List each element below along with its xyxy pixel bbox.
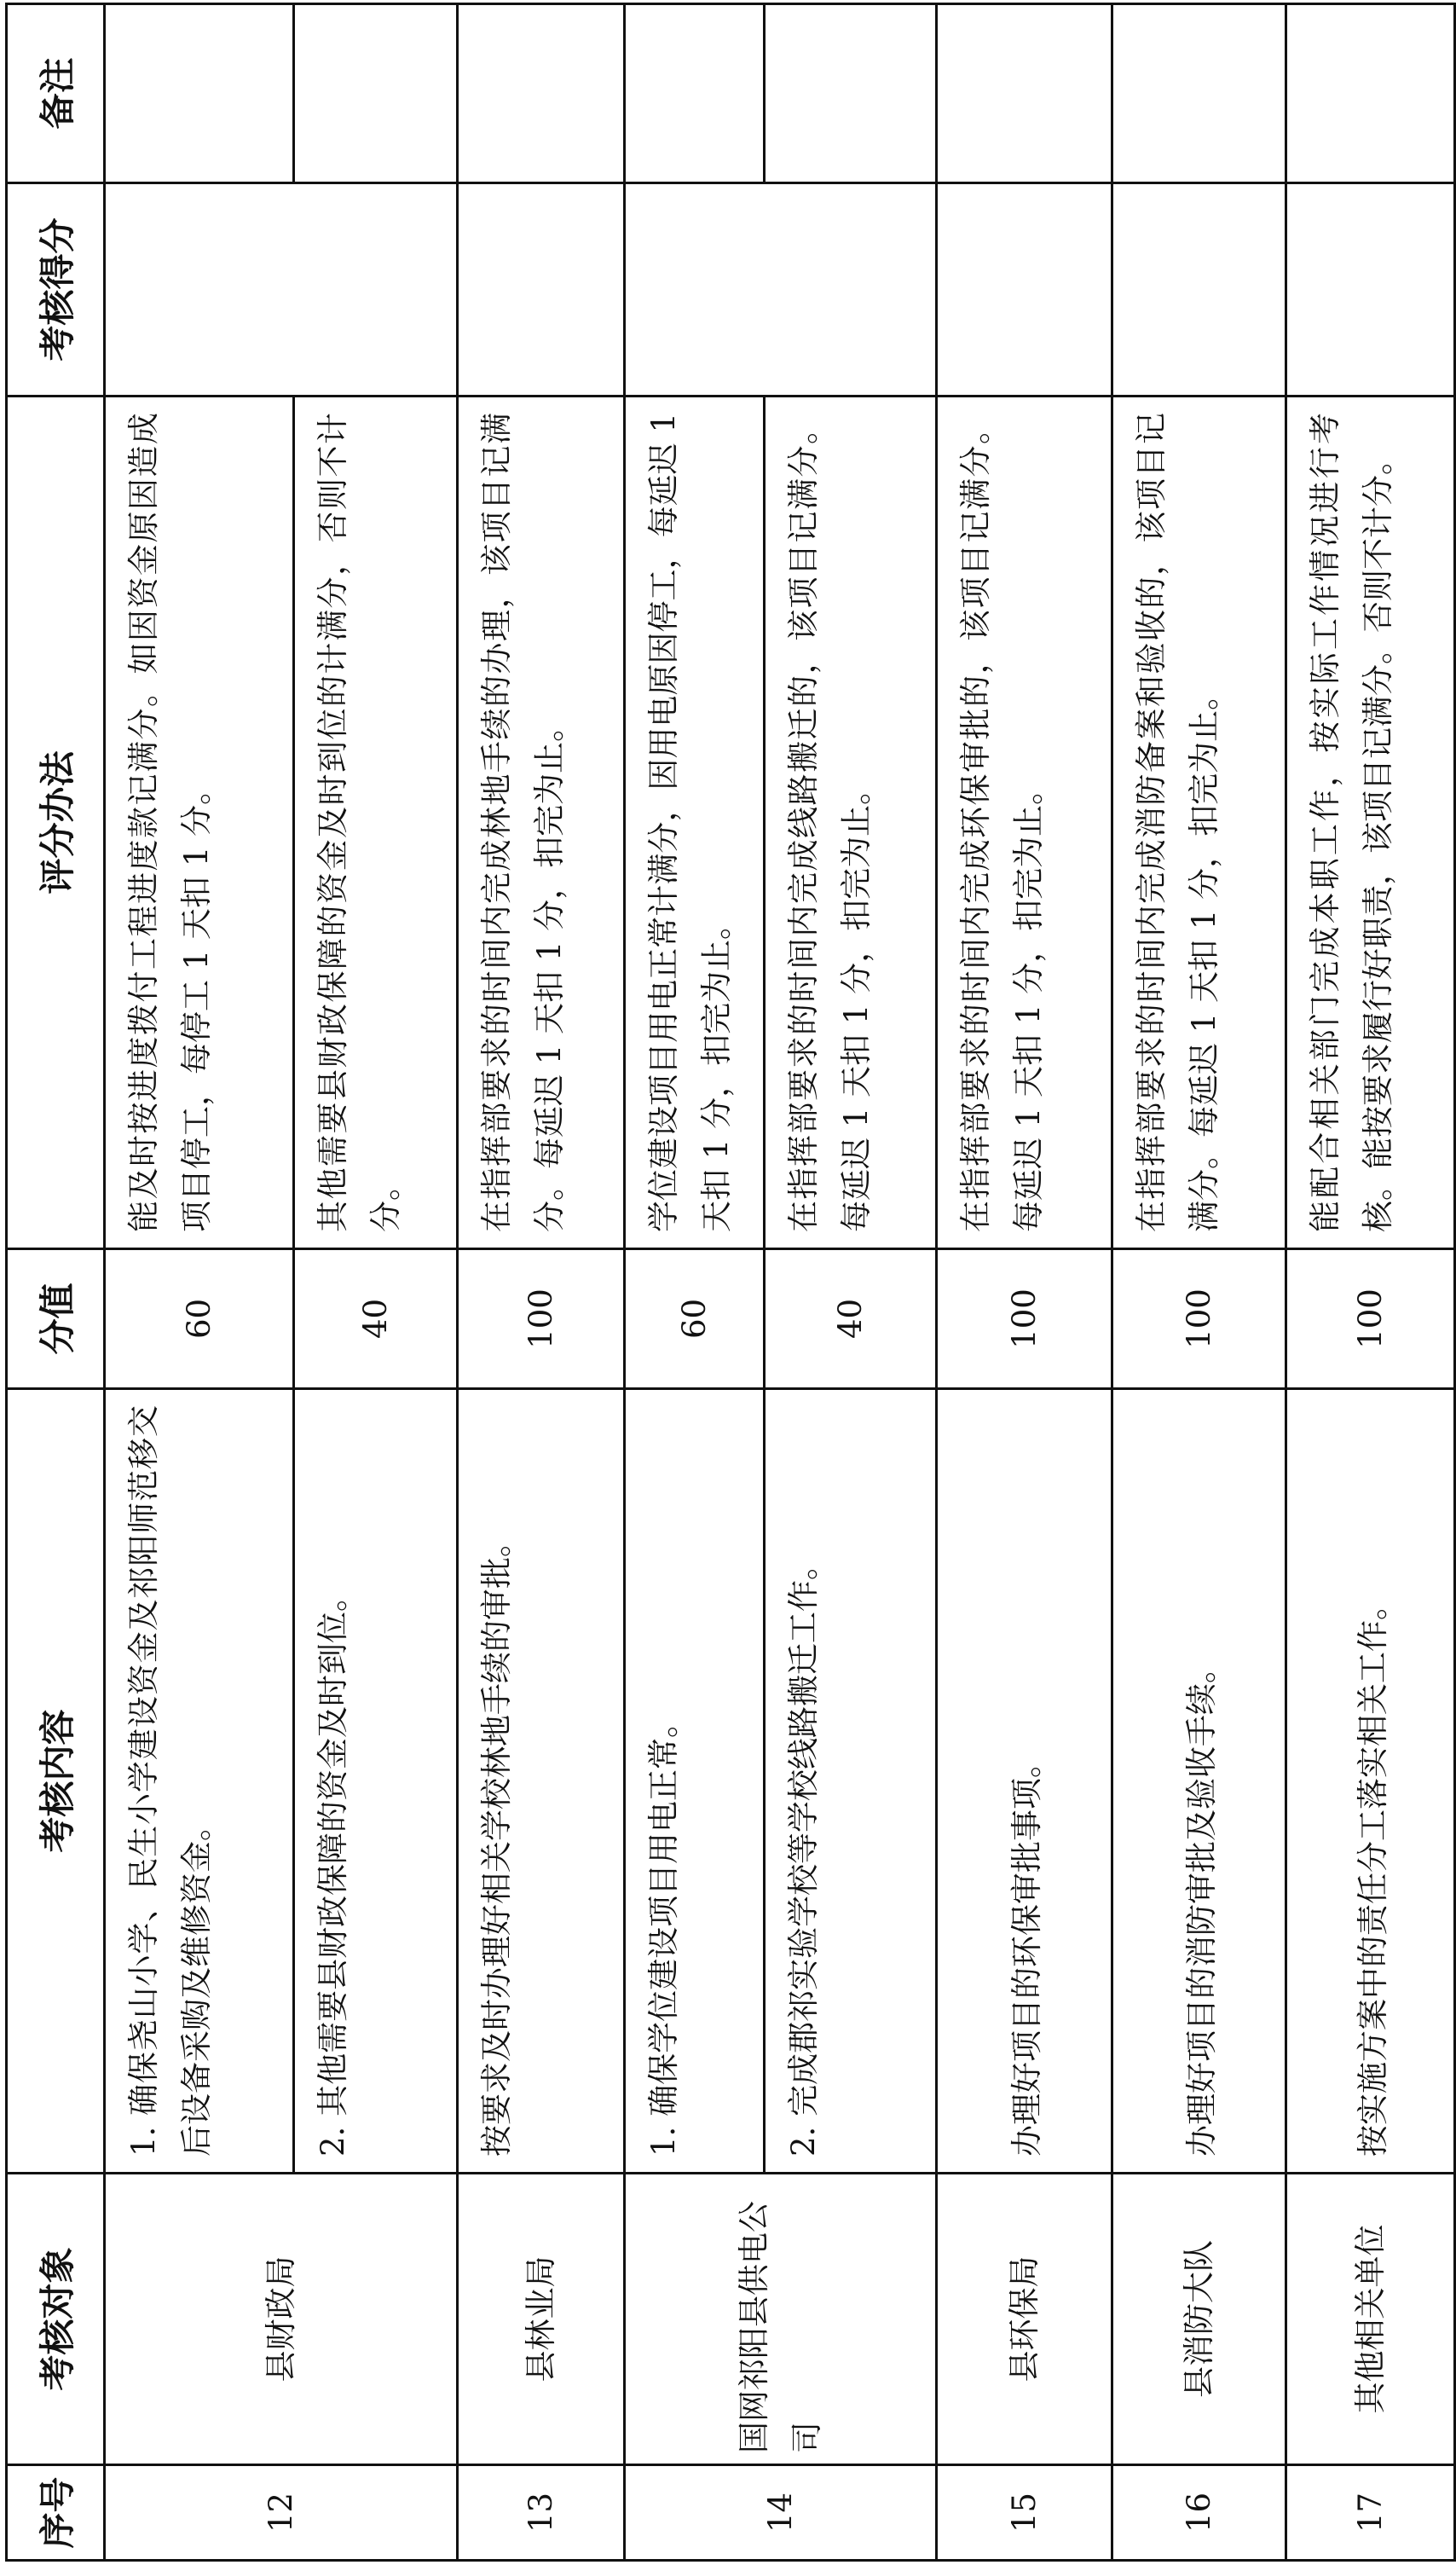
header-note: 备注: [7, 4, 105, 183]
header-row: [7, 4, 105, 2561]
score-cell: 40: [294, 1249, 458, 1389]
header-content: 考核内容: [7, 1389, 105, 2174]
score-cell: 60: [625, 1249, 765, 1389]
method-cell: 能及时按进度拨付工程进度款记满分。如因资金原因造成项目停工，每停工 1 天扣 1 分。: [105, 397, 294, 1249]
method-cell: 在指挥部要求的时间内完成线路搬迁的，该项目记满分。每延迟 1 天扣 1 分，扣完为止。: [765, 397, 937, 1249]
seq-cell: 13: [458, 2465, 625, 2561]
score-cell: 100: [1286, 1249, 1455, 1389]
content-cell: 2. 完成郡祁实验学校等学校线路搬迁工作。: [765, 1389, 937, 2174]
note-cell[interactable]: [625, 4, 765, 183]
table-row: [1286, 4, 1455, 2561]
result-cell[interactable]: [1112, 183, 1286, 397]
seq-cell: 15: [937, 2465, 1112, 2561]
note-cell[interactable]: [294, 4, 458, 183]
header-seq: 序号: [7, 2465, 105, 2561]
method-cell: 在指挥部要求的时间内完成林地手续的办理，该项目记满分。每延迟 1 天扣 1 分，扣完为止。: [458, 397, 625, 1249]
result-cell[interactable]: [937, 183, 1112, 397]
method-cell: 学位建设项目用电正常计满分，因用电原因停工，每延迟 1 天扣 1 分，扣完为止。: [625, 397, 765, 1249]
method-cell: 其他需要县财政保障的资金及时到位的计满分，否则不计分。: [294, 397, 458, 1249]
method-cell: 在指挥部要求的时间内完成环保审批的，该项目记满分。每延迟 1 天扣 1 分，扣完为止。: [937, 397, 1112, 1249]
score-cell: 100: [1112, 1249, 1286, 1389]
score-cell: 100: [937, 1249, 1112, 1389]
seq-cell: 17: [1286, 2465, 1455, 2561]
content-cell: 按要求及时办理好相关学校林地手续的审批。: [458, 1389, 625, 2174]
target-cell: 县林业局: [458, 2174, 625, 2465]
target-cell: 县消防大队: [1112, 2174, 1286, 2465]
result-cell[interactable]: [1286, 183, 1455, 397]
target-cell: 县财政局: [105, 2174, 458, 2465]
seq-cell: 12: [105, 2465, 458, 2561]
header-target: 考核对象: [7, 2174, 105, 2465]
score-cell: 60: [105, 1249, 294, 1389]
note-cell[interactable]: [458, 4, 625, 183]
method-cell: 能配合相关部门完成本职工作，按实际工作情况进行考核。能按要求履行好职责，该项目记满分。否则不计分。: [1286, 397, 1455, 1249]
header-method: 评分办法: [7, 397, 105, 1249]
note-cell[interactable]: [937, 4, 1112, 183]
table-row: [458, 4, 625, 2561]
score-cell: 40: [765, 1249, 937, 1389]
result-cell[interactable]: [625, 183, 937, 397]
result-cell[interactable]: [105, 183, 458, 397]
note-cell[interactable]: [1286, 4, 1455, 183]
content-cell: 按实施方案中的责任分工落实相关工作。: [1286, 1389, 1455, 2174]
note-cell[interactable]: [765, 4, 937, 183]
seq-cell: 16: [1112, 2465, 1286, 2561]
header-result: 考核得分: [7, 183, 105, 397]
table-row: [1112, 4, 1286, 2561]
score-cell: 100: [458, 1249, 625, 1389]
content-cell: 1. 确保学位建设项目用电正常。: [625, 1389, 765, 2174]
assessment-table: [5, 3, 1456, 2562]
method-cell: 在指挥部要求的时间内完成消防备案和验收的，该项目记满分。每延迟 1 天扣 1 分，扣完为止。: [1112, 397, 1286, 1249]
seq-cell: 14: [625, 2465, 937, 2561]
content-cell: 1. 确保尧山小学、民生小学建设资金及祁阳师范移交后设备采购及维修资金。: [105, 1389, 294, 2174]
target-cell: 国网祁阳县供电公司: [625, 2174, 937, 2465]
table-row: [105, 4, 294, 2561]
content-cell: 办理好项目的消防审批及验收手续。: [1112, 1389, 1286, 2174]
note-cell[interactable]: [105, 4, 294, 183]
result-cell[interactable]: [458, 183, 625, 397]
content-cell: 2. 其他需要县财政保障的资金及时到位。: [294, 1389, 458, 2174]
content-cell: 办理好项目的环保审批事项。: [937, 1389, 1112, 2174]
note-cell[interactable]: [1112, 4, 1286, 183]
target-cell: 县环保局: [937, 2174, 1112, 2465]
target-cell: 其他相关单位: [1286, 2174, 1455, 2465]
table-row: [937, 4, 1112, 2561]
table-row: [625, 4, 765, 2561]
header-score: 分值: [7, 1249, 105, 1389]
